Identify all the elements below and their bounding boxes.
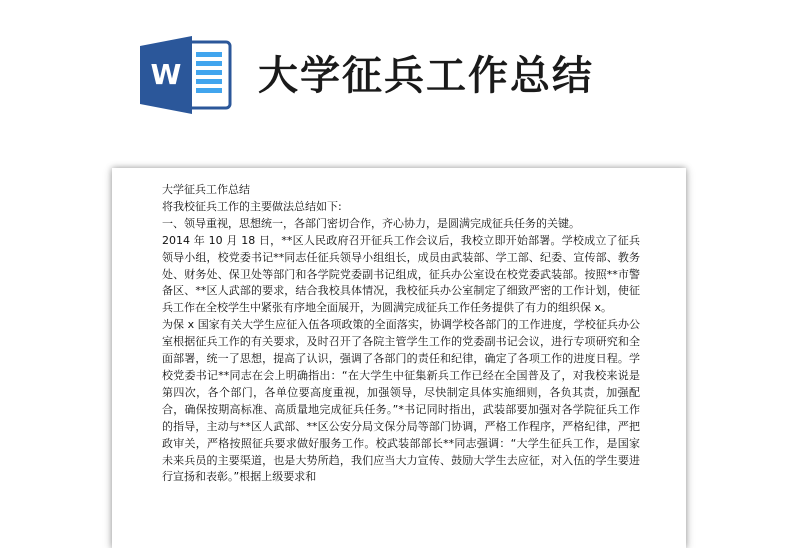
doc-paragraph: 将我校征兵工作的主要做法总结如下: [162,199,342,213]
document-page [112,168,686,548]
doc-heading: 大学征兵工作总结 [162,183,250,196]
word-document-icon [140,36,232,114]
document-body [162,182,640,486]
doc-paragraph: 为保 x 国家有关大学生应征入伍各项政策的全面落实，协调学校各部门的工作进度，学校征兵办公室根据征兵工作的有关要求，及时召开了各院主管学生工作的党委副书记会议，进行专项研究和全面部署，统一了思想，提高了认识，强调了各部门的责任和纪律，确定了各项工作的进度日程。学校党委书记**同志在会上明确指出：“在大学生中征集新兵工作已经在全国普及了，对我校来说是第四次，各个部门，各单位要高度重视，加强领导，尽快制定具体实施细则，各负其责，加强配合，确保按期高标准、高质量地完成征兵任务。”*书记同时指出，武装部要加强对各学院征兵工作的指导，主动与**区人武部、**区公安分局文保分局等部门协调，严格工作程序，严格纪律，严把政审关，严格按照征兵要求做好服务工作。校武装部部长**同志强调：“大学生征兵工作，是国家未来兵员的主要渠道，也是大势所趋，我们应当大力宣传、鼓励大学生去应征，对入伍的学生要进行宣扬和表彰。”根据上级要求和 [162,318,640,484]
document-header [0,0,800,160]
doc-paragraph: 2014 年 10 月 18 日，**区人民政府召开征兵工作会议后，我校立即开始部署。学校成立了征兵领导小组，校党委书记**同志任征兵领导小组组长，成员由武装部、学工部、纪委、宣传部、教务处、财务处、保卫处等部门和各学院党委副书记组成，征兵办公室设在校党委武装部。按照**市警备区、**区人武部的要求，结合我校具体情况，我校征兵办公室制定了细致严密的工作计划，使征兵工作在全校学生中紧张有序地全面展开，为圆满完成征兵工作任务提供了有力的组织保 x。 [162,233,640,315]
word-icon-letter: W [150,58,182,91]
page-title: 大学征兵工作总结 [258,53,594,99]
doc-paragraph: 一、领导重视，思想统一，各部门密切合作，齐心协力，是圆满完成征兵任务的关键。 [162,216,580,230]
